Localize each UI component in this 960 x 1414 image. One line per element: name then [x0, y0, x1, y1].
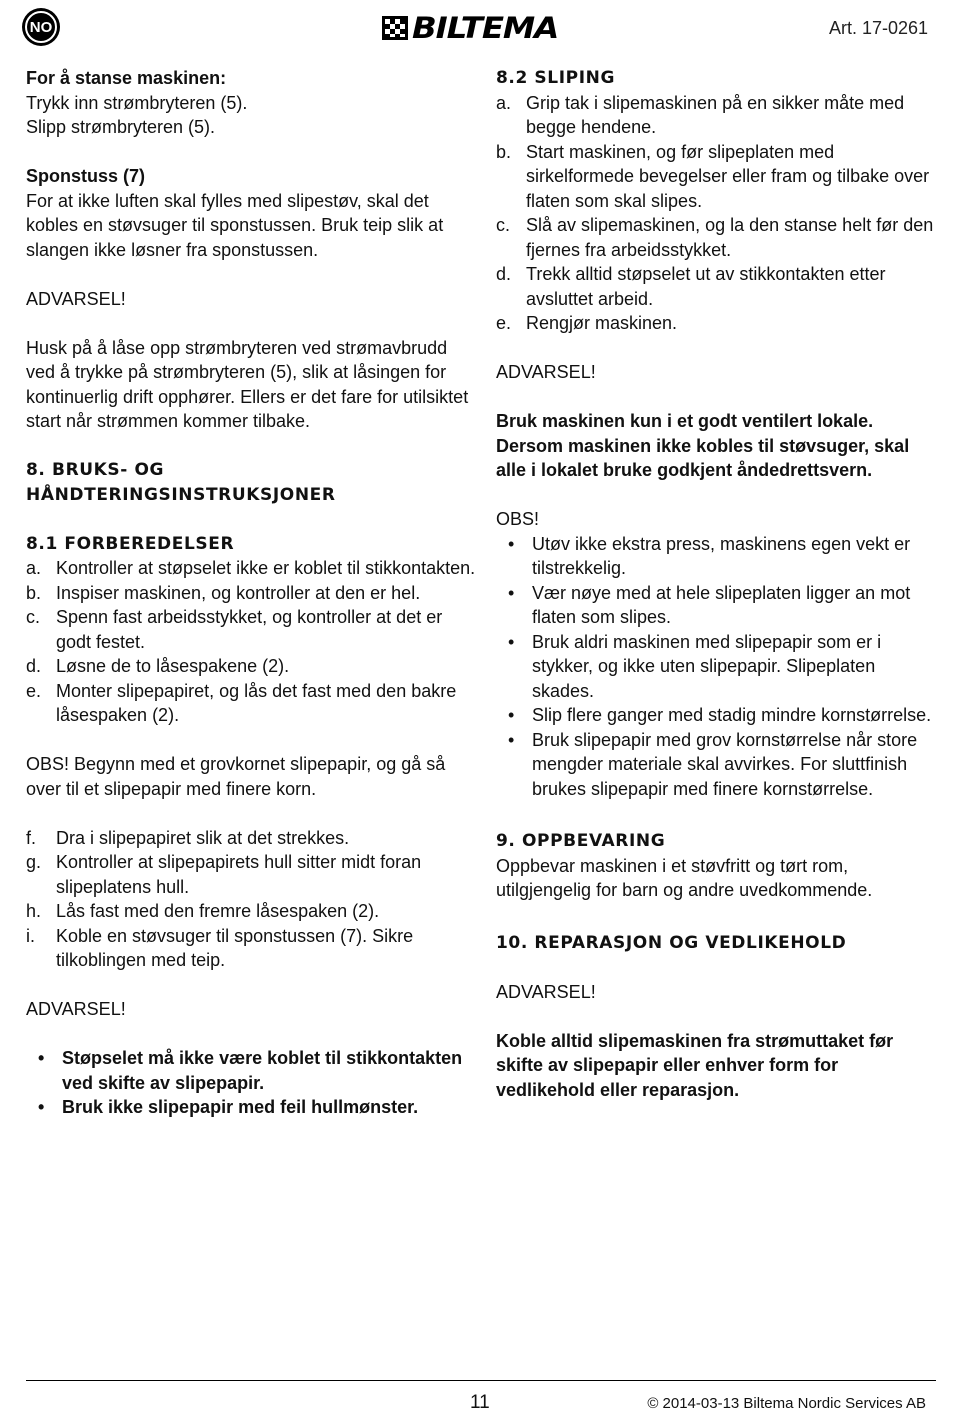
- page-header: [0, 0, 960, 60]
- bullet-text: Utøv ikke ekstra press, maskinens egen vekt er tilstrekkelig.: [532, 533, 911, 578]
- list-label: c.: [496, 215, 511, 235]
- list-item: [26, 581, 476, 606]
- list-text: Slå av slipemaskinen, og la den stanse helt før den fjernes fra arbeidsstykket.: [526, 215, 934, 260]
- list-item: [496, 91, 936, 140]
- list-text: Start maskinen, og før slipeplaten med sirkelformede bevegelser eller fram og tilbake over flaten som skal slipes.: [526, 141, 930, 211]
- list-label: a.: [496, 92, 512, 113]
- list-label: f.: [26, 827, 37, 848]
- bullet-text: Bruk ikke slipepapir med feil hullmønster.: [62, 1097, 419, 1117]
- list-item: [26, 826, 476, 851]
- list-label: d.: [496, 264, 512, 284]
- nozzle-text: For at ikke luften skal fylles med slipestøv, skal det kobles en støvsuger til sponstussen. Bruk teip slik at slangen ikke løsner fra sponstussen.: [26, 190, 444, 260]
- list-item: [26, 605, 476, 654]
- storage-text: Oppbevar maskinen i et støvfritt og tørt rom, utilgjengelig for barn og andre uvedkommende.: [496, 855, 873, 900]
- bullet-text: Vær nøye med at hele slipeplaten ligger an mot flaten som slipes.: [532, 582, 911, 627]
- copyright: © 2014-03-13 Biltema Nordic Services AB: [647, 1395, 926, 1412]
- bullet-item: • Utøv ikke ekstra press, maskinens egen vekt er tilstrekkelig.: [508, 533, 911, 578]
- list-text: Monter slipepapiret, og lås det fast med den bakre låsespaken (2).: [56, 680, 457, 725]
- bullet-item: • Bruk aldri maskinen med slipepapir som er i stykker, og ikke uten slipepapir. Slipeplaten skades.: [508, 631, 882, 701]
- list-item: [26, 924, 476, 973]
- bullet-text: Bruk aldri maskinen med slipepapir som er i stykker, og ikke uten slipepapir. Slipeplaten skades.: [532, 631, 882, 701]
- list-text: Koble en støvsuger til sponstussen (7). Sikre tilkoblingen med teip.: [56, 925, 414, 970]
- warning-label: ADVARSEL!: [496, 981, 596, 1002]
- list-item: [26, 899, 476, 924]
- language-badge: [22, 8, 60, 46]
- list-text: Lås fast med den fremre låsespaken (2).: [56, 901, 380, 921]
- list-item: [496, 213, 936, 262]
- list-text: Rengjør maskinen.: [526, 313, 678, 333]
- list-label: i.: [26, 925, 35, 946]
- section-heading: HÅNDTERINGSINSTRUKSJONER: [26, 484, 336, 505]
- subsection-heading: 8.1 FORBEREDELSER: [26, 533, 235, 554]
- list-label: e.: [26, 680, 42, 701]
- nozzle-title: Sponstuss (7): [26, 166, 146, 186]
- list-text: Løsne de to låsespakene (2).: [56, 656, 290, 676]
- checkered-flag-icon: [382, 16, 408, 40]
- list-label: d.: [26, 656, 42, 676]
- footer-divider: [26, 1380, 936, 1381]
- page-number: 11: [470, 1392, 490, 1413]
- bullet-item: • Støpselet må ikke være koblet til stikkontakten ved skifte av slipepapir.: [38, 1048, 463, 1093]
- list-item: [496, 311, 936, 336]
- list-label: e.: [496, 313, 512, 333]
- section-heading: 10. REPARASJON OG VEDLIKEHOLD: [496, 932, 847, 953]
- list-label: b.: [496, 141, 512, 162]
- list-item: [496, 262, 936, 311]
- list-text: Kontroller at slipepapirets hull sitter midt foran slipeplatens hull.: [56, 852, 422, 897]
- list-item: [496, 140, 936, 214]
- list-text: Spenn fast arbeidsstykket, og kontroller at det er godt festet.: [56, 607, 443, 652]
- list-item: [26, 850, 476, 899]
- list-label: b.: [26, 582, 42, 603]
- bullet-text: Støpselet må ikke være koblet til stikkontakten ved skifte av slipepapir.: [62, 1048, 463, 1093]
- warning-text: Koble alltid slipemaskinen fra strømuttaket før skifte av slipepapir eller enhver form for vedlikehold eller reparasjon.: [496, 1030, 894, 1100]
- list-text: Inspiser maskinen, og kontroller at den er hel.: [56, 582, 421, 603]
- bullet-text: Slip flere ganger med stadig mindre kornstørrelse.: [532, 705, 932, 725]
- list-label: c.: [26, 607, 41, 627]
- warning-text: Bruk maskinen kun i et godt ventilert lokale. Dersom maskinen ikke kobles til støvsuger, skal alle i lokalet bruke godkjent åndedrettsvern.: [496, 411, 910, 480]
- list-label: h.: [26, 901, 42, 921]
- brand-logo: [382, 11, 559, 45]
- list-text: Grip tak i slipemaskinen på en sikker måte med begge hendene.: [526, 92, 905, 137]
- list-label: g.: [26, 852, 42, 872]
- list-label: a.: [26, 558, 42, 578]
- bullet-item: • Bruk ikke slipepapir med feil hullmønster.: [38, 1097, 419, 1117]
- section-heading: 9. OPPBEVARING: [496, 831, 666, 851]
- list-text: Trekk alltid støpselet ut av stikkontakten etter avsluttet arbeid.: [526, 264, 886, 309]
- bullet-text: Bruk slipepapir med grov kornstørrelse når store mengder materiale skal avvirkes. For sluttfinish brukes slipepapir med finere kornstørrelse.: [532, 729, 918, 799]
- obs-note: OBS! Begynn med et grovkornet slipepapir, og gå så over til et slipepapir med finere korn.: [26, 754, 446, 799]
- bullet-item: • Vær nøye med at hele slipeplaten ligger an mot flaten som slipes.: [508, 582, 911, 627]
- stop-step: Slipp strømbryteren (5).: [26, 117, 216, 137]
- bullet-item: • Bruk slipepapir med grov kornstørrelse når store mengder materiale skal avvirkes. For sluttfinish brukes slipepapir med finere kornstørrelse.: [508, 729, 918, 799]
- warning-text: Husk på å låse opp strømbryteren ved strømavbrudd ved å trykke på strømbryteren (5), slik at låsingen for kontinuerlig drift opphører. Ellers er det fare for utilsiktet start når strømmen kommer tilbake.: [26, 337, 469, 431]
- brand-name: BILTEMA: [412, 11, 559, 45]
- stop-step: Trykk inn strømbryteren (5).: [26, 92, 248, 113]
- warning-label: ADVARSEL!: [26, 288, 126, 309]
- section-heading: 8. BRUKS- OG: [26, 460, 165, 480]
- stop-title: For å stanse maskinen:: [26, 68, 227, 88]
- list-item: [26, 679, 476, 728]
- warning-label: ADVARSEL!: [496, 362, 596, 382]
- right-column: [496, 66, 936, 1102]
- warning-label: ADVARSEL!: [26, 999, 126, 1019]
- language-code: NO: [25, 11, 57, 43]
- list-item: [26, 654, 476, 679]
- bullet-item: • Slip flere ganger med stadig mindre kornstørrelse.: [508, 705, 932, 725]
- obs-label: OBS!: [496, 509, 540, 529]
- left-column: [26, 66, 476, 1120]
- subsection-heading: 8.2 SLIPING: [496, 68, 616, 88]
- article-number: Art. 17-0261: [828, 18, 928, 38]
- list-text: Kontroller at støpselet ikke er koblet til stikkontakten.: [56, 558, 476, 578]
- list-item: [26, 556, 476, 581]
- list-text: Dra i slipepapiret slik at det strekkes.: [56, 827, 350, 848]
